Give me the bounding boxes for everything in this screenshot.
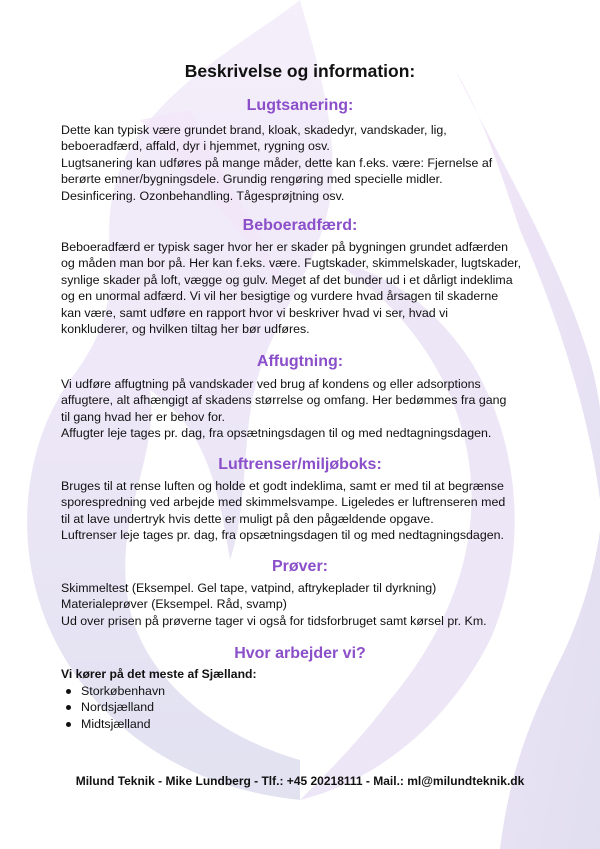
- section-body-beboeradfaerd: [61, 239, 541, 337]
- text-line: affugtere, alt afhængigt af skadens størrelse og omfang. Her bedømmes fra gang: [61, 393, 507, 408]
- text-line: Bruges til at rense luften og holde et godt indeklima, samt er med til at begrænse: [61, 479, 504, 493]
- text-line: Beboeradfærd er typisk sager hvor her er skader på bygningen grundet adfærden: [61, 240, 509, 254]
- section-heading-work-area: Hvor arbejder vi?: [234, 645, 366, 662]
- text-line: Materialeprøver (Eksempel. Råd, svamp): [61, 597, 287, 612]
- text-line: Vi udføre affugtning på vandskader ved brug af kondens og eller adsorptions: [61, 377, 481, 391]
- section-body-affugtning: [61, 376, 541, 442]
- text-line: Lugtsanering kan udføres på mange måder, dette kan f.eks. være: Fjernelse af: [61, 155, 493, 170]
- text-line: Ud over prisen på prøverne tager vi også for tidsforbruget samt kørsel pr. Km.: [61, 613, 487, 628]
- page-title: Beskrivelse og information:: [184, 61, 416, 81]
- text-line: til at lave undertryk hvis dette er muligt på den pågældende opgave.: [61, 511, 434, 526]
- text-line: og måden man bor på. Her kan f.eks. være. Fugtskader, skimmelskader, lugtskader,: [61, 256, 522, 271]
- text-line: Skimmeltest (Eksempel. Gel tape, vatpind, aftrykeplader til dyrkning): [61, 581, 437, 595]
- section-heading-luftrenser: Luftrenser/miljøboks:: [218, 456, 382, 473]
- text-line: konkluderer, og hvilken tiltag her bør udføres.: [61, 322, 310, 337]
- section-heading-proever: Prøver:: [271, 558, 329, 575]
- contact-footer: Milund Teknik - Mike Lundberg - Tlf.: +45 20218111 - Mail.: ml@milundteknik.dk: [75, 774, 525, 788]
- section-body-luftrenser: [61, 478, 541, 544]
- text-line: beboeradfærd, affald, dyr i hjemmet, rygning osv.: [61, 139, 330, 154]
- list-item: Midtsjælland: [61, 716, 165, 732]
- section-heading-beboeradfaerd: Beboeradfærd:: [242, 217, 358, 234]
- text-line: Luftrenser leje tages pr. dag, fra opsætningsdagen til og med nedtagningsdagen.: [61, 528, 504, 543]
- section-body-proever: [61, 580, 541, 629]
- list-item: Nordsjælland: [61, 699, 165, 715]
- text-line: og en unormal adfærd. Vi vil her besigtige og vurdere hvad årsagen til skaderne: [61, 289, 499, 304]
- text-line: synlige skader på loft, vægge og gulv. Meget af det bunder ud i et dårligt indeklima: [61, 272, 513, 287]
- list-item: Storkøbenhavn: [61, 683, 165, 699]
- text-line: Dette kan typisk være grundet brand, kloak, skadedyr, vandskader, lig,: [61, 123, 447, 137]
- text-line: Affugter leje tages pr. dag, fra opsætningsdagen til og med nedtagningsdagen.: [61, 426, 492, 441]
- work-area-list: [61, 683, 165, 732]
- text-line: Desinficering. Ozonbehandling. Tågesprøjtning osv.: [61, 188, 345, 203]
- section-body-lugtsanering: [61, 122, 541, 204]
- section-heading-lugtsanering: Lugtsanering:: [246, 97, 354, 114]
- text-line: sporespredning ved arbejde med skimmelsvampe. Ligeledes er luftrenseren med: [61, 495, 506, 510]
- work-area-subheading: Vi kører på det meste af Sjælland:: [61, 667, 257, 681]
- text-line: berørte emner/bygningsdele. Grundig rengøring med specielle midler.: [61, 172, 443, 187]
- text-line: kan være, samt udføre en rapport hvor vi beskriver hvad vi ser, hvad vi: [61, 305, 449, 320]
- section-heading-affugtning: Affugtning:: [256, 353, 344, 370]
- text-line: til gang hvad her er behov for.: [61, 409, 225, 424]
